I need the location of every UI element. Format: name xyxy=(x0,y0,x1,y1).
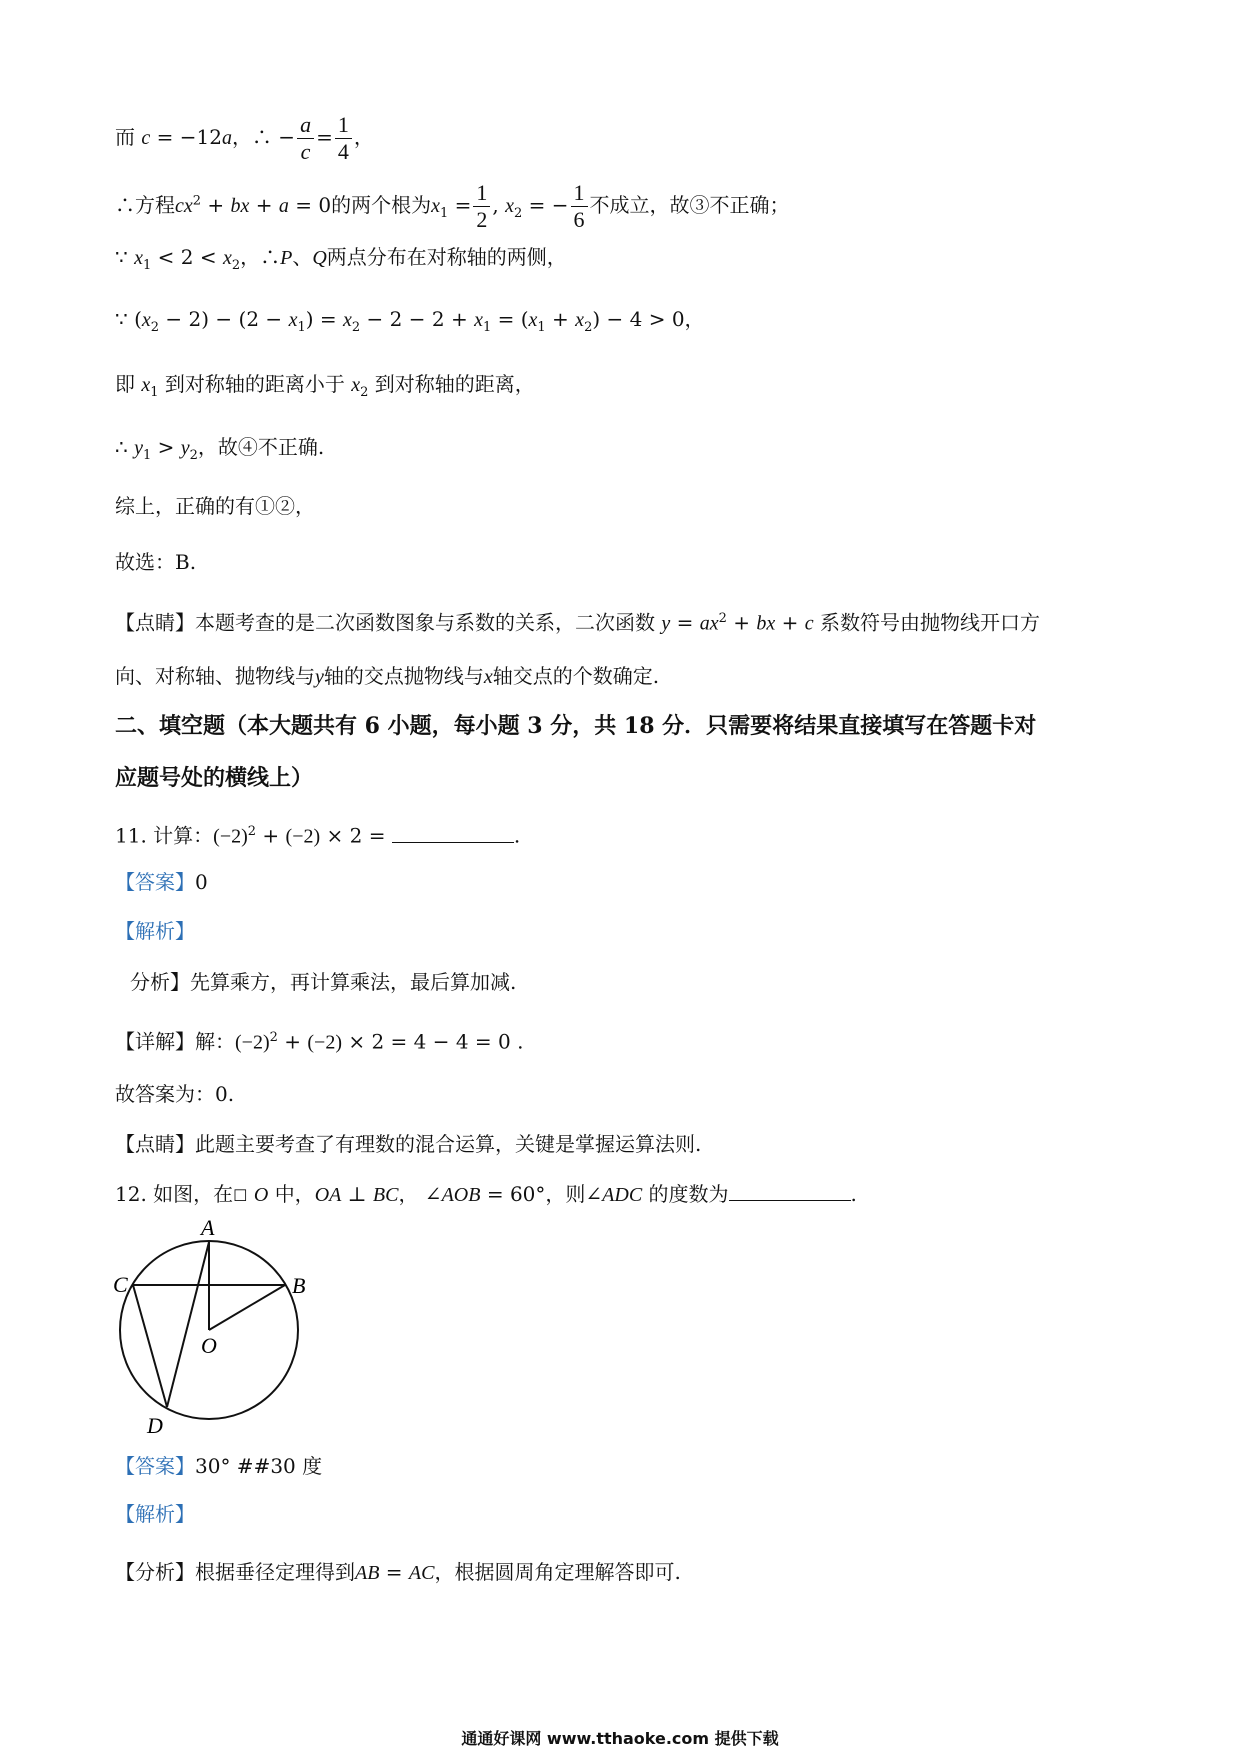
label-B: B xyxy=(292,1273,306,1298)
fraction-a-over-c: $\frac{a}{c}$ xyxy=(297,112,314,165)
q11-stem: 11. 计算：$(-2)^2 + (-2) \times 2$ = . xyxy=(115,823,521,848)
q11-analysis: 分析】先算乘方，再计算乘法，最后算加减. xyxy=(130,970,517,994)
line-choice: 故选：B. xyxy=(115,550,197,574)
section-heading-line-1: 二、填空题（本大题共有 6 小题，每小题 3 分，共 18 分．只需要将结果直接填写在答题卡对 xyxy=(115,713,1037,739)
q12-analysis: 【分析】根据垂径定理得到AB = AC，根据圆周角定理解答即可. xyxy=(115,1560,681,1584)
line-comment-2: 向、对称轴、抛物线与y轴的交点抛物线与x轴交点的个数确定. xyxy=(115,664,660,688)
label-C: C xyxy=(113,1272,128,1297)
q11-comment: 【点睛】此题主要考查了有理数的混合运算，关键是掌握运算法则. xyxy=(115,1132,702,1156)
page-footer: 通通好课网 www.tthaoke.com 提供下载 xyxy=(461,1729,779,1748)
line-c-equals: 而 c = −12a，∴ − $\frac{a}{c}$ = $\frac{1}{4}$ ， xyxy=(115,112,374,164)
q11-jiexi-tag: 【解析】 xyxy=(115,919,195,943)
q11-answer: 【答案】0 xyxy=(115,870,208,894)
line-y-comparison: ∴ $y_1 > y_2$，故④不正确. xyxy=(115,435,325,463)
label-O: O xyxy=(201,1333,217,1358)
line-distance-difference: ∵ $(x_2 - 2) - (2 - x_1) = x_2 - 2 - 2 + x_1 = (x_1 + x_2) - 4 > 0$， xyxy=(115,307,705,335)
q11-answer-blank xyxy=(392,822,514,843)
q11-detail: 【详解】解：$(-2)^2 + (-2) \times 2 = 4 - 4 = 0$ . xyxy=(115,1029,524,1054)
q11-conclusion: 故答案为：0. xyxy=(115,1082,235,1106)
fraction-one-half: $\frac{1}{2}$ xyxy=(473,180,490,233)
line-distance-comparison: 即 $x_1$ 到对称轴的距离小于 $x_2$ 到对称轴的距离， xyxy=(115,372,535,400)
label-A: A xyxy=(201,1215,215,1240)
q12-stem: 12. 如图，在☐ O 中，OA ⊥ BC， ∠AOB = 60°，则∠ADC 的度数为 . xyxy=(115,1182,857,1206)
q12-answer-blank xyxy=(729,1180,851,1201)
line-equation-roots: ∴方程$cx^2$ + bx + a = 0的两个根为$x_1$ = $\frac{1}{2}$ , $x_2$ = − $\frac{1}{6}$ 不成立，故③不正确； xyxy=(115,180,790,232)
section-heading-line-2: 应题号处的横线上） xyxy=(115,765,314,791)
q12-jiexi-tag: 【解析】 xyxy=(115,1502,195,1526)
label-D: D xyxy=(147,1413,163,1438)
fraction-one-sixth: $\frac{1}{6}$ xyxy=(571,180,588,233)
circle-figure xyxy=(105,1215,325,1440)
line-pq-distribution: ∵ $x_1 < 2 < x_2$，∴P、Q两点分布在对称轴的两侧， xyxy=(115,245,567,273)
q12-answer: 【答案】30° ##30 度 xyxy=(115,1454,323,1478)
fraction-one-quarter: $\frac{1}{4}$ xyxy=(335,112,352,165)
line-summary: 综上，正确的有①②， xyxy=(115,494,315,518)
line-comment-1: 【点睛】本题考查的是二次函数图象与系数的关系，二次函数 $y = ax^2$ + bx + c 系数符号由抛物线开口方 xyxy=(115,610,1041,635)
